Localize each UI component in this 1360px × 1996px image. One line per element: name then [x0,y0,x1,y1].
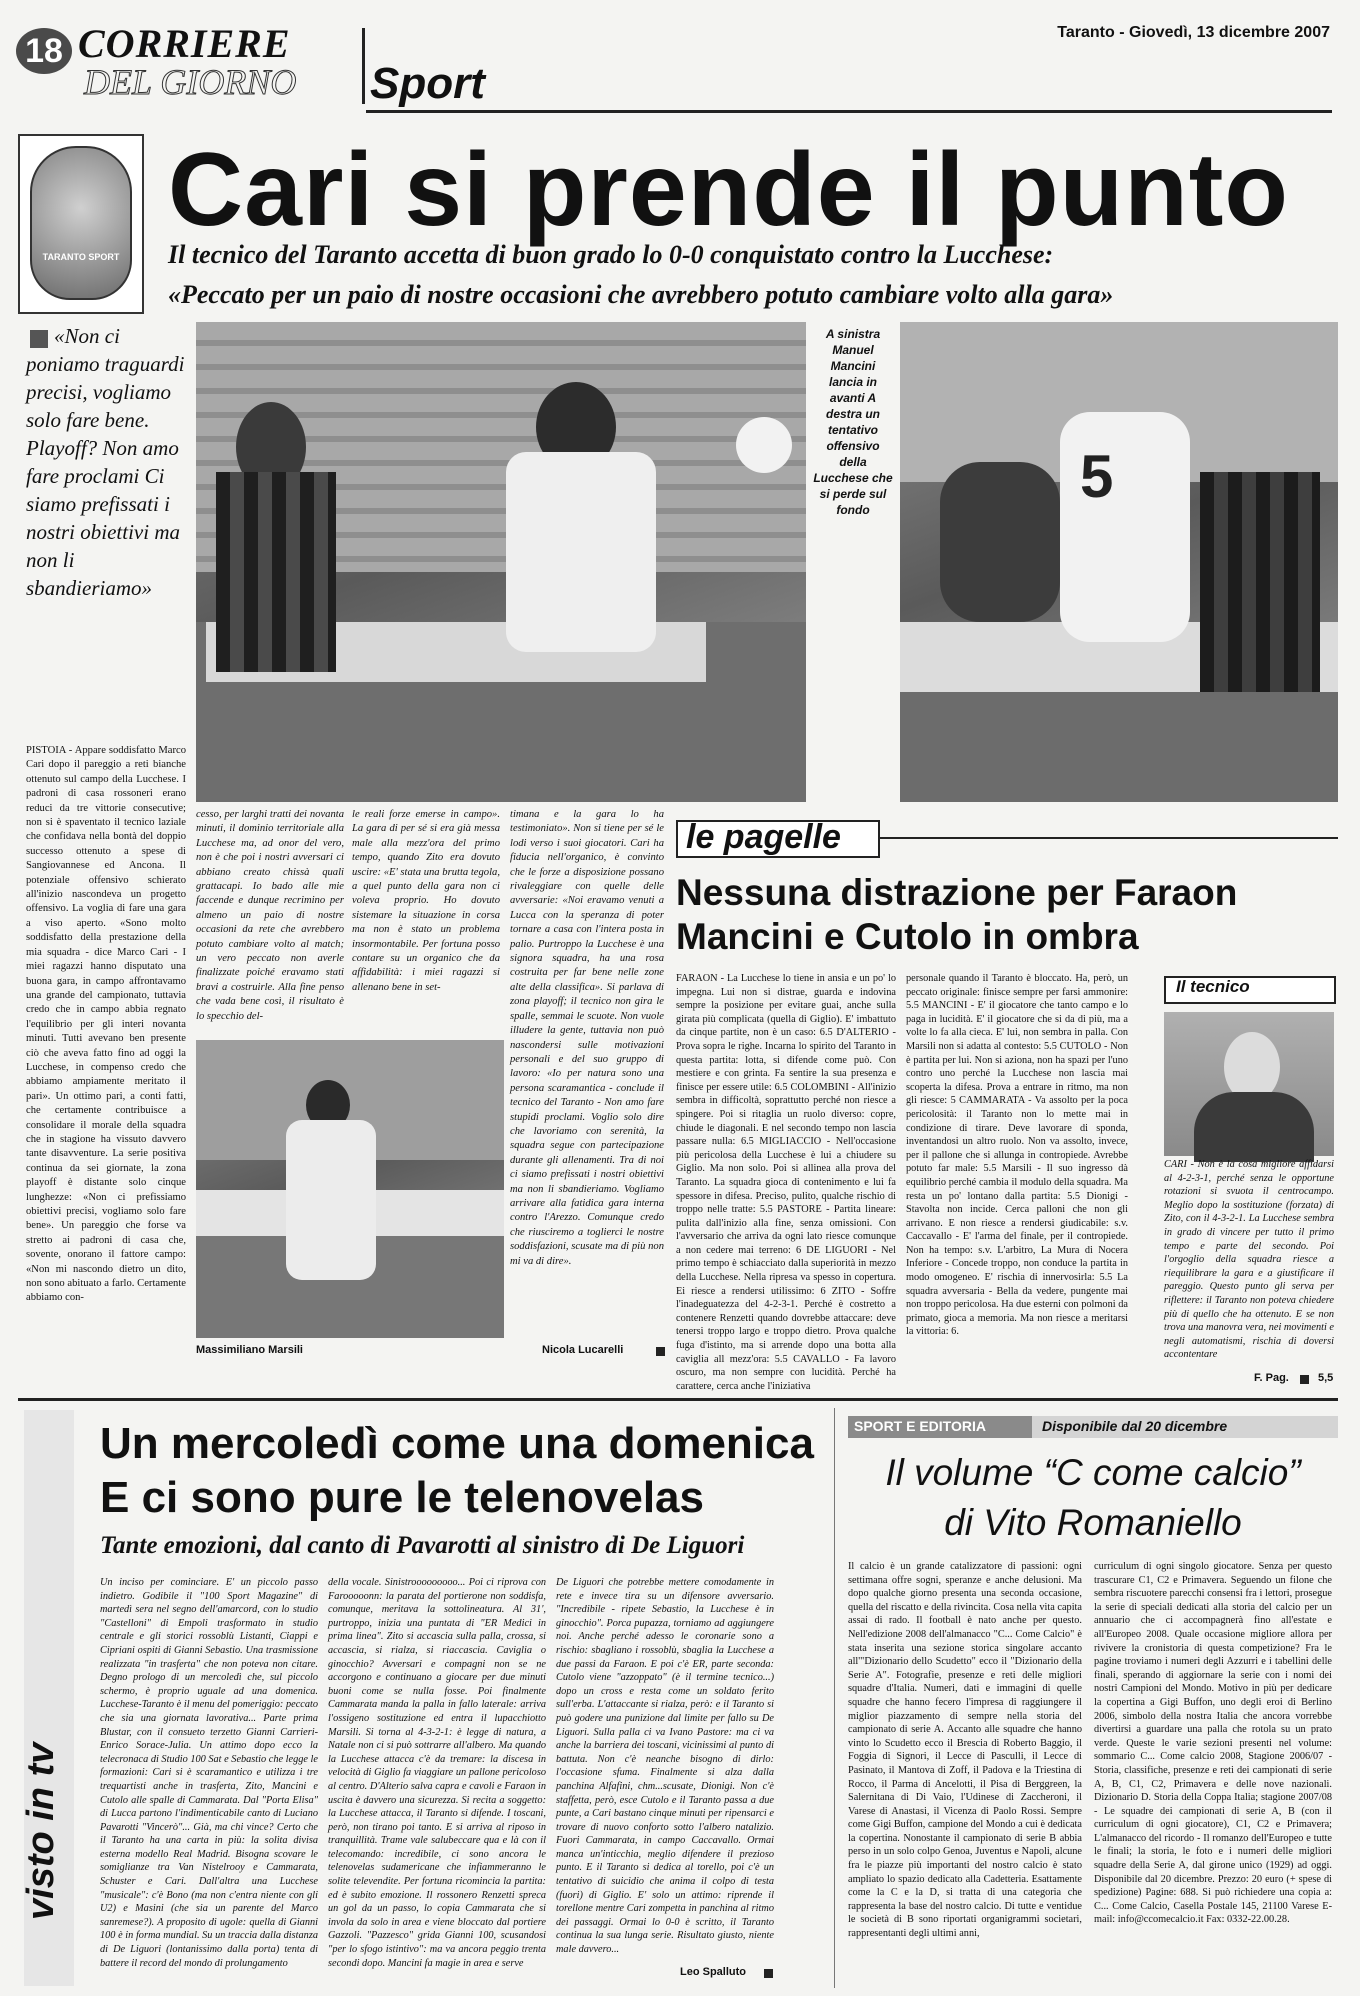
main-col4: timana e la gara lo ha testimoniato». Non si tiene per sé le lodi verso i suoi giocatori. Cari ha fiducia nell'organico, è convinto che le forze a disposizione possano rivaleggiare con quelle delle avversarie: «Noi eravamo venuti a Lucca con la speranza di poter tornare a casa con l'intera posta in palio. Purtroppo la Lucchese è una signora squadra, ha una rosa costruita per far bene nelle zone alte della classifica». Si parlava di zona playoff; il tecnico non gira le spalle, semmai le scuote. Non vuole illudere la gente, tuttavia non può nascondersi sulle motivazioni personali e del suo gruppo di lavoro: «Io per natura sono una persona scaramantica - conclude il tecnico del Taranto - Non amo fare stupidi proclami. Voglio solo dire che lavoriamo con serenità, la squadra segue con partecipazione durante gli allenamenti. Tra di noi ci siamo prefissati i nostri obiettivi ma non li sbandieriamo. Vogliamo arrivare alla fatidica gara interna contro l'Arezzo. Comunque credo che riusciremo a toglierci le nostre soddisfazioni, scusate ma di più non mi va di dire». [510,809,664,1267]
dateline: Taranto - Giovedì, 13 dicembre 2007 [1057,24,1330,41]
tv-col1: Un inciso per cominciare. E' un piccolo passo indietro. Godibile il "100 Sport Magazine" di martedì sera nel segno dell'amarcord, con lo studio "Castelloni" di Empoli trasformato in studio centrale e gli storici rossoblù Listanti, Ciappi e Cipriani ospiti di Gianni Sebastio. Una trasmissione realizzata "in trasferta" che non poteva non citare. Degno prologo di un mercoledì che, sul piccolo schermo, è proprio uguale ad una domenica. Lucchese-Taranto è il menu del pomeriggio: peccato che sia una giornata lavorativa... Parte prima Blustar, con il consueto terzetto Gianni Carrieri-Enrico Sorace-Julia. Un attimo dopo ecco la telecronaca di Studio 100 Sat e Sebastio che legge le formazioni: Cari si è scaramantico e utilizza i tre trequartisti anche in trasferta, Zito, Mancini e Cutolo alle spalle di Cammarata. Dal "Porta Elisa" di Lucca partono l'indimenticabile canto di Luciano Pavarotti "Vincerò"... Già, ma chi vince? Certo che il Taranto ha una carta in più: la solita divisa esterna modello Real Madrid. Bisogna scovare le somiglianze tra Van Nistelrooy e Cammarata, Schuster e Cari. Dall'altra una Lucchese "musicale": c'è Bono (ma non c'entra niente con gli U2) e Masini (che sia un parente del Marco sanremese?). A proposito di ugole: quella di Gianni 100 è in forma mundial. Su un traccia dalla distanza di De Liguori (lontanissimo dalla porta) tenta di battere il record del mondo di prolungamento [100,1577,318,1969]
photo-marsili [196,1040,504,1338]
tv-col3: De Liguori che potrebbe mettere comodamente in rete e invece tira su un difensore avversario. "Incredibile - ripete Sebastio, la Lucchese è in ginocchio". Porca pupazza, torniamo ad aggiungere noi. Anche perché adesso le coronarie sono a rischio: sbagliano i rossoblù, sbaglia la Lucchese a due passi da Faraon. E poi c'è ER, parte seconda: Cutolo viene "azzoppato" (è il termine tecnico...) dopo un cross e resta come un soldato ferito sull'erba. L'attaccante si rialza, però: e il Taranto si può godere una punizione dal limite per fallo su De Liguori. Sulla palla ci va Ivano Pastore: ma ci va anche la barriera dei toscani, vicinissimi al punto di battuta. Non c'è neanche bisogno di dirlo: l'occasione sfuma. Finalmente si alza dalla panchina Alfafini, chm...scusate, Dionigi. Non c'è staffetta, però, esce Cutolo e il Taranto passa a due punte, a Cari bastano cinque minuti per ripensarci e trovare di nuovo conforto sotto l'albero natalizio. Fuori Cammarata, in campo Caccavallo. Ormai manca un'inticchia, meglio difendere il prezioso punto. E il Taranto si dedica al torello, poi c'è un tentativo di suicidio che anima il colpo di testa (fuori) di Giglio. E' solo un attimo: riprende il torellone mentre Cari zompetta in panchina al ritmo dei passaggi. Ormai lo 0-0 è scritto, il Taranto continua la sua lunga serie. Risultato giusto, niente male davvero... [556,1577,774,1956]
photo-cari [1164,1012,1334,1156]
tecnico-text: CARI - Non è la cosa migliore affidarsi al 4-2-3-1, perché senza le opportune rotazioni si svuota il centrocampo. Meglio dopo la sostituzione (forzata) di Zito, con il 4-3-2-1. La Lucchese sembra in grado di vincere per tutto il primo tempo e parte del secondo. Poi l'orgoglio della squadra riesce a riequilibrare la gara e a giustificare il pareggio. Questo punto gli serva per riflettere: il Taranto non poteva chiedere più di quello che ha ottenuto. E se non trova una manovra vera, nei movimenti e negli automatismi, rischia di doversi accontentare [1164,1159,1334,1361]
end-mark [656,1347,665,1356]
main-subheadline-1: Il tecnico del Taranto accetta di buon grado lo 0-0 conquistato contro la Lucchese: [168,240,1054,269]
pagelle-col1: FARAON - La Lucchese lo tiene in ansia e un po' lo impegna. Lui non si distrae, guarda e indovina sempre la posizione per evitare guai, anche sulla girata più complicata (quella di Giglio). E' imbattuto da cinque partite, non è un caso: 6.5 D'ALTERIO - Prova sopra le righe. Incarna lo spirito del Taranto in questa partita: lotta, si difende come può. Con mestiere e con grinta. Fa sentire la sua presenza e finisce per essere utile: 6.5 COLOMBINI - All'inizio sembra in difficoltà, soprattutto perché non riesce a spingere. Poi si ritaglia un ruolo diverso: copre, chiude le diagonali. E nel secondo tempo non lascia passare nulla: 6.5 MIGLIACCIO - Nell'occasione più pericolosa della Lucchese è lui a chiudere su Giglio. Ma non solo. Poi si allinea alla prova del Taranto. La squadra gioca di contenimento e lui fa spessore in difesa. Preciso, pulito, qualche rischio di troppo nelle tratte: 5.5 PASTORE - Partita lineare: pulita dall'inizio alla fine, senza omissioni. Con l'avversario che arriva da ogni lato riesce comunque a non cedere mai terreno: 6 DE LIGUORI - Nel primo tempo è schiacciato dalla superiorità in mezzo della Lucchese. Nella ripresa va spesso in copertura. Ei riesce a rendersi utilissimo: 6 ZITO - Soffre l'inadeguatezza del 4-2-3-1. Perché è costretto a contenere Renzetti quando dovrebbe attaccare: deve tenersi troppo largo e troppo dietro. Prova qualche fuga d'istinto, ma si arrende dopo una botta alla caviglia all mezz'ora: 5.5 CAVALLO - Fa lavoro oscuro, ma non sempre con lucidità. Perché ha carattere, cerca anche l'iniziativa [676,973,896,1392]
pagelle-col2: personale quando il Taranto è bloccato. Ha, però, un peccato originale: finisce sempre per farsi ammonire: 5.5 MANCINI - E' il giocatore che tanto campo e lo paga in lucidità. E' il giocatore che si da di più, ma a volte lo fa alla cieca. E' lui, non sembra in palla. Con Marsili non si adatta al contesto: 5.5 CUTOLO - Non è partita per lui. Non si aziona, non ha spazi per l'uno contro uno perché la Lucchese non lascia mai scoperta la difesa. Prova a entrare in ritmo, ma non gli riesce: 5 CAMMARATA - Va assolto per la poca pericolosità: il Taranto non lo mette mai in condizione di tirare. Deve lavorare di sponda, inventandosi un altro ruolo. Non va assolto, invece, per il pallone che si allunga in contropiede. Avrebbe potuto far male: 5.5 Marsili - Il suo ingresso dà equilibrio perché cambia il modulo della squadra. Ma resta un po' lontano dalla partita: 5.5 Dionigi - Stavolta non incide. Cerca palloni che non gli arrivano. E non riesce a rendersi giudicabile: s.v. Caccavallo - E' l'arma del finale, per il contropiede. Non ha tempo: s.v. L'arbitro, La Mura di Nocera Inferiore - Concede troppo, non conduce la partita in modo omogeneo. E' rischia di innervosirla: 5.5 La squadra avversaria - Bella da vedere, pungente mai non troppo pericolosa. Ha due esterni con polmoni da primato, gioca a memoria. Ma non riesce a meritarsi la vittoria: 6. [906,973,1128,1338]
pull-quote: «Non ci poniamo traguardi precisi, vogliamo solo fare bene. Playoff? Non amo fare proclami Ci siamo prefissati i nostri obiettivi ma non li sbandieriamo» [26,324,185,600]
main-col2: cesso, per larghi tratti dei novanta minuti, il dominio territoriale alla Lucchese ma, ad onor del vero, non è che poi i nostri avversari ci abbiano creato chissà quali grattacapi. Io bado alle mie faccende e dunque recrimino per almeno un paio di nostre occasioni da rete che avrebbero potuto cambiare volto al match; un vero peccato non averle finalizzate poiché eravamo stati bravi a costruirle. Alla fine penso che vada bene così, il risultato è lo specchio del- [196,809,344,1022]
section-title: Sport [370,59,485,108]
book-headline-2: di Vito Romaniello [944,1502,1242,1543]
pagelle-end-mark [1300,1375,1309,1384]
column-divider [834,1408,835,1988]
photo-lucchese-attack: 5 [900,322,1338,802]
book-kicker-note: Disponibile dal 20 dicembre [1042,1418,1228,1434]
main-byline: Nicola Lucarelli [542,1344,624,1356]
book-col1: Il calcio è un grande catalizzatore di passioni: ogni settimana offre sogni, speranze e anche delusioni. Ma dopo qualche giorno presenta una seconda occasione, quella del riscatto e della rivincita. Cosa nella vita capita assai di rado. Il football è nato anche per questo. Nell'edizione 2008 dell'almanacco "C... Come Calcio" è stata inserita una sezione storica singolare accanto all'"Dizionario dello Scudetto" ecco il "Dizionario della Serie A". Fotografie, presenze e reti delle migliori squadre d'Italia. Numeri, dati e immagini di quelle squadre che hanno fecero l'impresa di raggiungere il miglior piazzamento di sempre nella storia del campionato di serie A. Accanto alle squadre che hanno vinto lo Scudetto ecco il Brescia di Roberto Baggio, il Foggia di Signori, il Lecce di Pasculli, il Lecce di Pasinato, il Mantova di Zoff, il Padova e la Triestina di Rocco, il Parma di Ancelotti, il Pisa di Berggreen, la Salernitana di Di Vaio, l'Udinese di Zaccheroni, il Varese di Anastasi, il Vicenza di Paolo Rossi. Sempre come Gigi Buffon, campione del Mondo a cui è dedicata la copertina. Nonostante il campionato di serie B abbia perso in un solo colpo Genoa, Juventus e Napoli, alcune fra le piazze più importanti del nostro calcio è stato ampliato lo spazio dedicato alla Cadetteria. Esattamente come la C e la D, si tratta di una categoria che rappresenta la base del nostro calcio. Di tutte e ventidue le società di B sono riportati organigrammi societari, rappresentanti degli ultimi anni, [848,1561,1082,1940]
tv-side-label: visto in tv [20,1742,62,1920]
pagelle-headline-1: Nessuna distrazione per Faraon [676,872,1238,913]
header-rule [366,110,1332,113]
main-col1: PISTOIA - Appare soddisfatto Marco Cari dopo il pareggio a reti bianche ottenuto sul campo della Lucchese. I padroni di casa rossoneri erano reduci da tre vittorie consecutive; non si è spaventato il tecnico laziale che confidava nella bontà del doppio successo ottenuto a spese di Sangiovannese ed Ancona. Il potenziale offensivo schierato all'inizio nascondeva un progetto offensivo. La voglia di fare una gara a viso aperto. «Sono molto soddisfatto della prestazione della mia squadra - dice Marco Cari - I miei ragazzi hanno disputato una buona gara, in campo affrontavamo una grande del campionato, tuttavia credo che in campo abbia regnato l'equilibrio per gli interi novanta minuti. Tutti avevano ben presente ciò che aveva fatto fino ad oggi la Lucchese, in compenso credo che abbiamo ampiamente meritato il pari». Un ottimo pari, a conti fatti, che certamente contribuisce a consolidare il morale della squadra che in stagione ha vissuto davvero tante disavventure. La serie positiva continua da sei giornate, la zona playoff è distante solo cinque lunghezze: «Non ci prefissiamo obiettivi precisi, vogliamo solo fare bene». Un pareggio che forse va stretto ai padroni di casa che, sovente, onorano il fattore campo: «Non mi nascondo dietro un dito, non sono abituato a farlo. Certamente abbiamo con- [26,745,186,1304]
tv-end-mark [764,1969,773,1978]
book-kicker: SPORT E EDITORIA [854,1418,986,1434]
photo-caption: A sinistra Manuel Mancini lancia in avanti A destra un tentativo offensivo della Lucchese che si perde sul fondo [813,327,893,517]
pagelle-kicker: le pagelle [686,818,841,856]
section-divider [18,1398,1338,1401]
masthead-line2: DEL GIORNO [84,62,297,102]
main-headline: Cari si prende il punto [168,132,1289,248]
pagelle-headline-2: Mancini e Cutolo in ombra [676,916,1139,957]
book-headline-1: Il volume “C come calcio” [885,1452,1301,1493]
masthead-line1: CORRIERE [78,21,291,66]
tv-subheadline: Tante emozioni, dal canto di Pavarotti al sinistro di De Liguori [100,1532,745,1559]
team-logo [18,134,144,314]
masthead-divider [362,28,365,104]
pagelle-kicker-rule [880,837,1338,839]
tv-byline: Leo Spalluto [680,1966,746,1978]
photo3-caption: Massimiliano Marsili [196,1344,303,1356]
page-number-badge [16,28,72,74]
logo-text: TARANTO SPORT [42,252,120,262]
page-number: 18 [25,32,63,70]
tv-headline-1: Un mercoledì come una domenica [100,1419,814,1468]
tecnico-label: Il tecnico [1176,977,1250,996]
main-subheadline-2: «Peccato per un paio di nostre occasioni che avrebbero potuto cambiare volto alla gara» [168,280,1114,309]
main-col3: le reali forze emerse in campo». La gara di per sé si era già messa male alla mezz'ora del primo tempo, quando Zito era dovuto uscire: «E' stata una brutta tegola, a quel punto della gara non ci voleva proprio. Ho dovuto sistemare la situazione in corsa ma non è stato un problema insormontabile. Per fortuna posso contare su un organico che da affidabilità: i miei ragazzi si allenano bene in set- [352,809,500,993]
book-col2: curriculum di ogni singolo giocatore. Senza per questo trascurare C1, C2 e Primavera. Seguendo un filone che sembra riscuotere parecchi consensi fra i lettori, prosegue la serie di speciali dedicati alla storia del calcio per un annuario che ci accompagnerà fino all'estate e all'Europeo 2008. Quale occasione migliore allora per rivivere la cronistoria di questa competizione? Fra le pagine troviamo i numeri degli Azzurri e i tabellini delle finali, sperando di aggiornare la serie con i nomi dei nostri Campioni del Mondo. Motivo in più per dedicare la copertina a Gigi Buffon, uno degli eroi di Berlino 2006, simbolo della nostra Italia che ancora vorrebbe divertirsi a guardare una palla che rotola su un prato verde. Queste le varie sezioni presenti nel volume: sommario C... Come calcio 2008, Stagione 2006/07 - Storia, classifiche, presenze e reti dei campionati di serie A, B, C1, C2, Primavera e delle nove nazionali. Dizionario D. Storia della Coppa Italia; stagione 2007/08 - Le squadre dei campionati di serie A, B (con il curriculum di ogni giocatore), C1, C2 e Primavera; L'almanacco del ricordo - Il romanzo dell'Europeo e tutte le finali; la storia, le foto e i numeri delle migliori squadre della Serie A, dal girone unico (1929) ad oggi. Disponibile dal 20 dicembre. Prezzo: 20 euro (+ spese di spedizione) Pagine: 688. Si può richiedere una copia a: C... Come Calcio, Casella Postale 145, 21100 Varese E-mail: info@ccomecalcio.it Fax: 0332-22.00.28. [1094,1561,1332,1926]
tv-col2: della vocale. Sinistrooooooooo... Poi ci riprova con Farooooonn: la parata del portierone non soddisfa, comunque, meritava la sottolineatura. Al 31', purtroppo, inizia una puntata di "ER Medici in prima linea". Zito si accascia sulla palla, crossa, si accascia, si rialza, si riaccascia. Caviglia o ginocchio? Avversari e compagni non se ne accorgono e continuano a giocare per due minuti buoni come se nulla fosse. Poi finalmente Cammarata manda la palla in fallo laterale: arriva l'ossigeno sostituzione ed entra il lupacchiotto Marsili. Si torna al 4-3-2-1: è legge di natura, a Natale non ci si può sottrarre all'albero. Ma quando la Lucchese attacca c'è da tremare: la discesa in velocità di Giglio fa viaggiare un pallone pericoloso al centro. D'Alterio salva capra e cavoli e Faraon in uscita è davvero una sicurezza. Si recita a soggetto: la Lucchese attacca, il Taranto si difende. I toscani, però, non tirano poi tanto. E si arriva al riposo in tranquillità. Trame vale salubeccare qua e là con il telecomando: incredibile, ci sono ancora le telenovelas sudamericane che infiammeranno le solite televendite. Per fortuna ricomincia la partita: ed è subito emozione. Il rossonero Renzetti spreca un gol da un passo, lo copia Cammarata che si invola da solo in area e viene bloccato dal portiere Gazzoli. "Pazzesco" grida Gianni 100, scusandosi "per lo sfogo istintivo": ma va ancora peggio trenta secondi dopo. Mancini fa magie in area e serve [328,1577,546,1969]
tv-headline-2: E ci sono pure le telenovelas [100,1473,704,1522]
pagelle-signature: F. Pag. [1254,1372,1289,1384]
tecnico-score: 5,5 [1318,1372,1334,1384]
photo-mancini [196,322,806,802]
